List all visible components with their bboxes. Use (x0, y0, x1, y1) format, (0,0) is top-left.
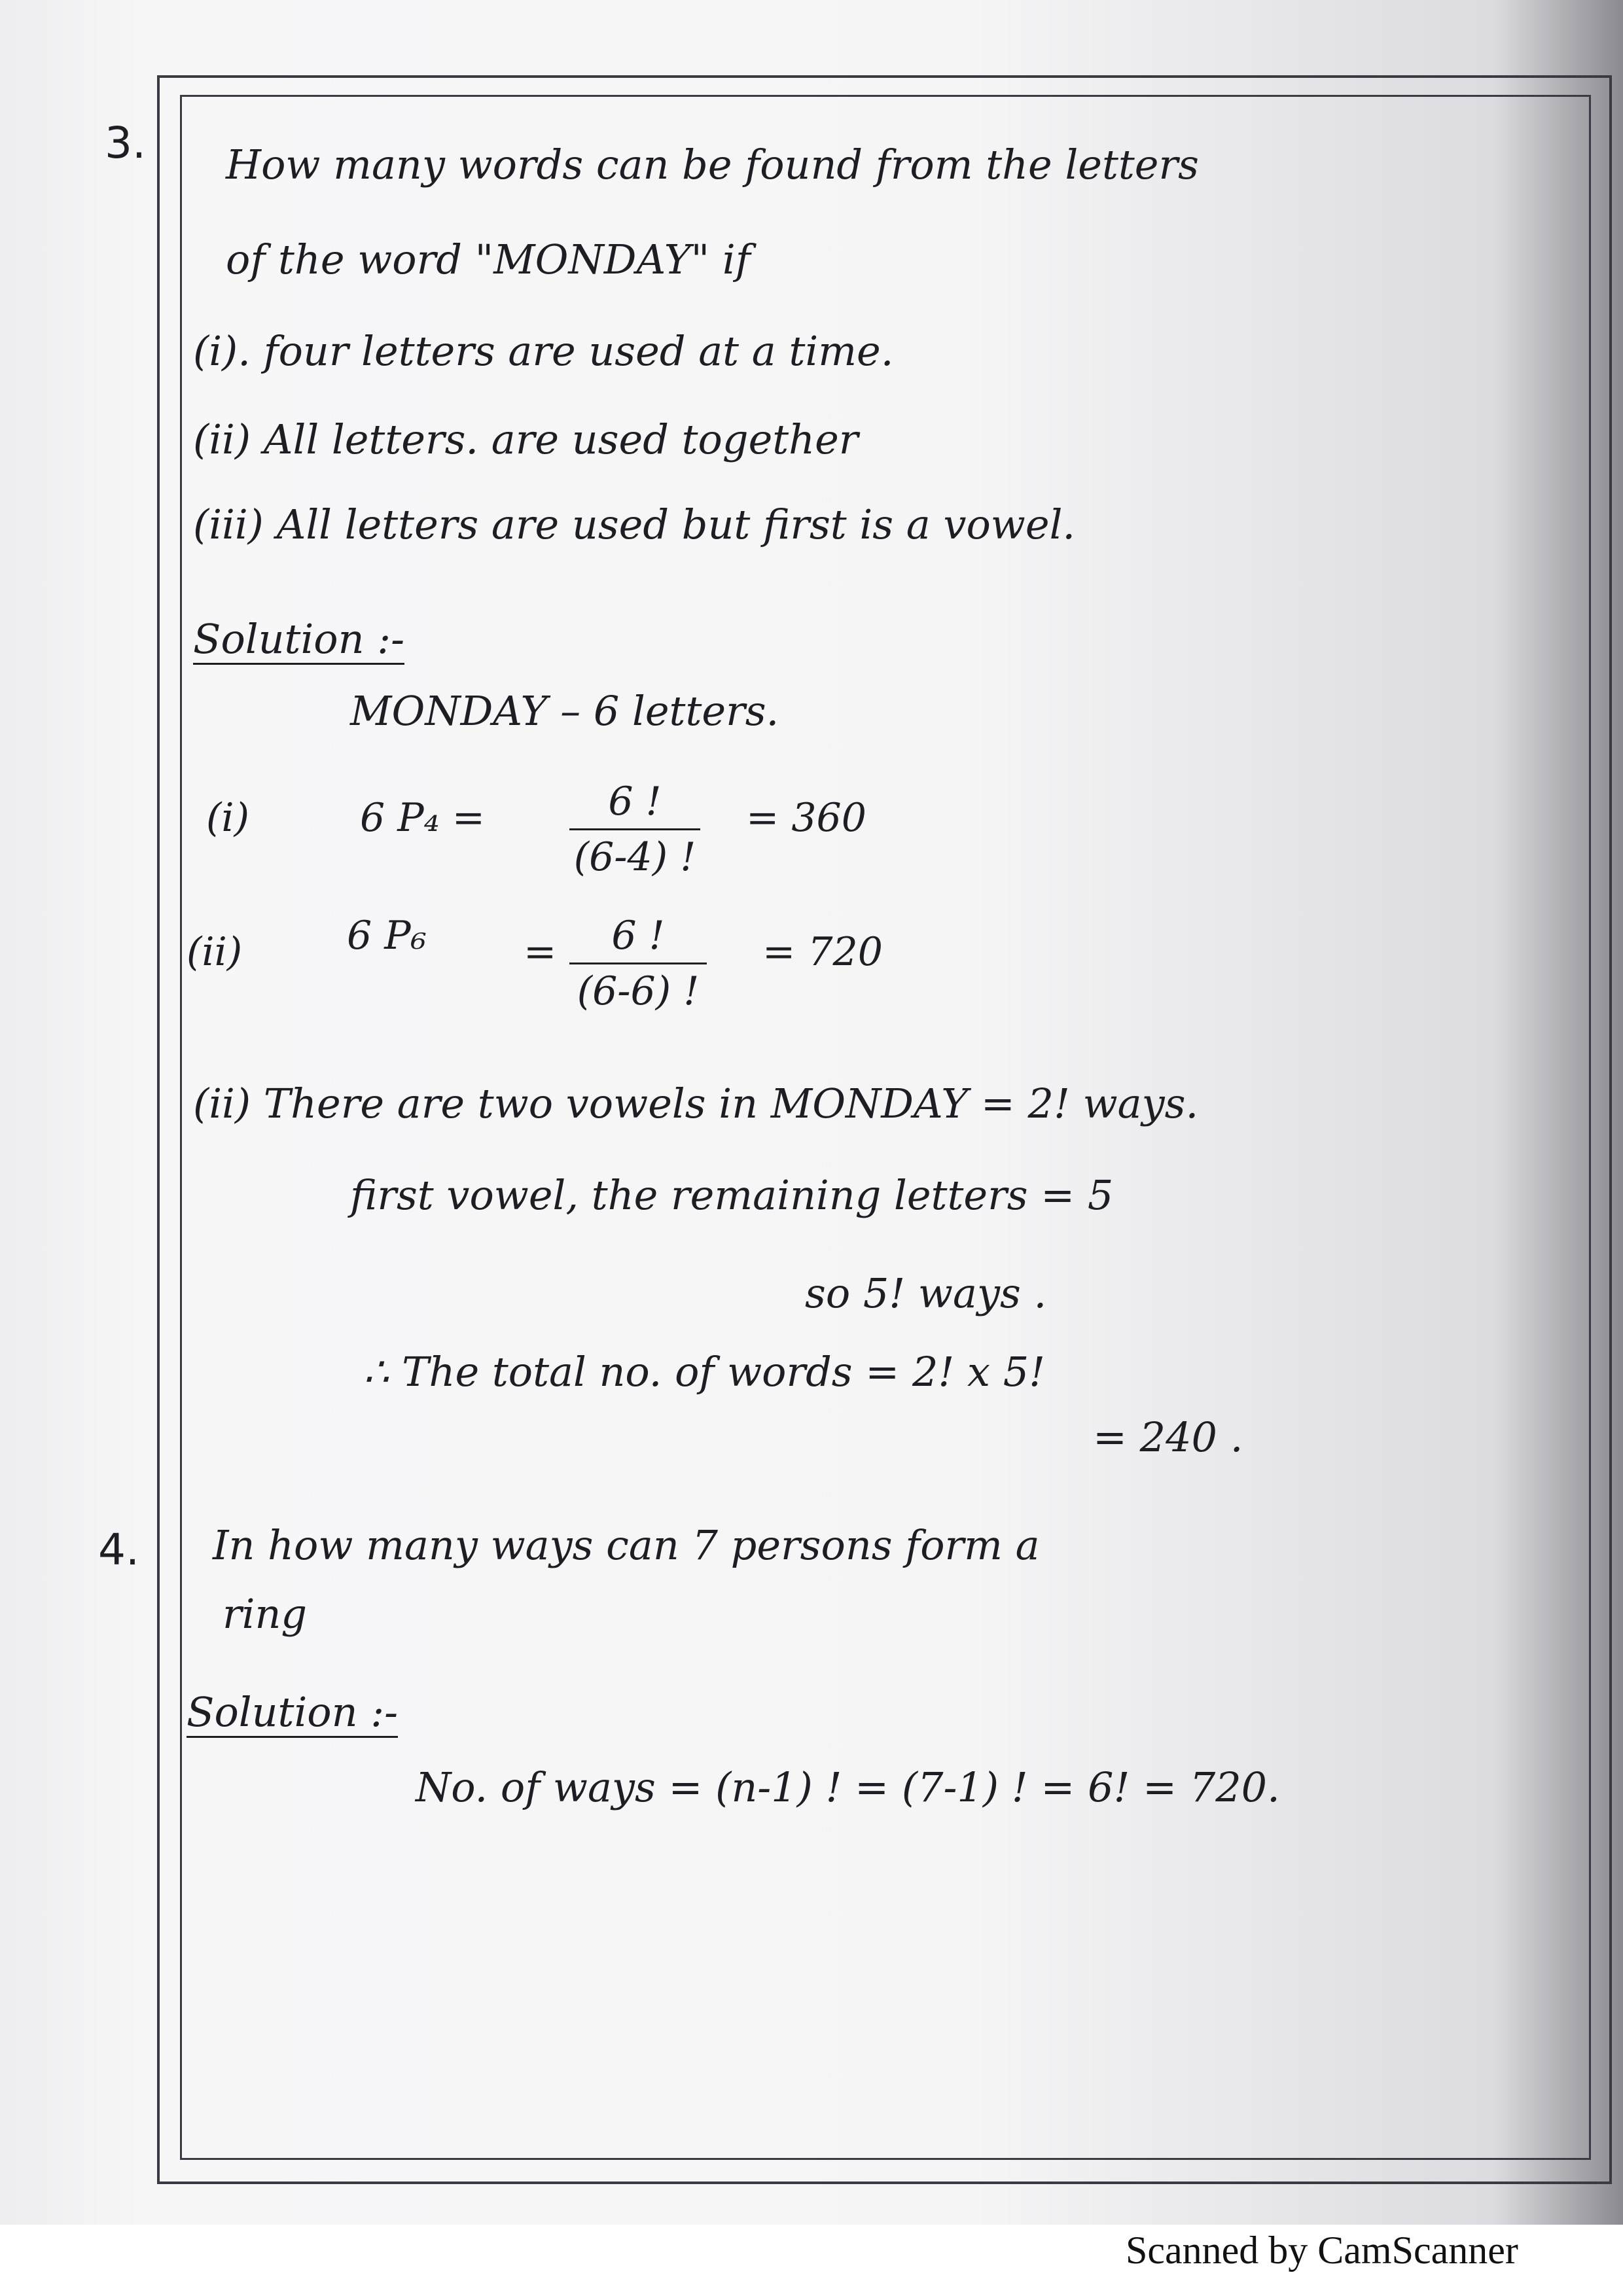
solution-3-label: Solution :- (193, 615, 404, 663)
answer-iii-line-2: first vowel, the remaining letters = 5 (350, 1171, 1114, 1219)
question-3-line-2: of the word "MONDAY" if (226, 236, 751, 283)
answer-i-result: = 360 (746, 795, 866, 841)
answer-ii-numerator: 6 ! (611, 913, 665, 959)
question-3-part-iii: (iii) All letters are used but first is a vowel. (193, 501, 1076, 548)
answer-i-fraction (569, 779, 700, 880)
answer-iii-line-3: so 5! ways . (805, 1269, 1047, 1317)
answer-iii-line-5: = 240 . (1093, 1413, 1243, 1461)
question-3-part-i: (i). four letters are used at a time. (193, 327, 894, 375)
answer-ii-result: = 720 (762, 929, 883, 975)
solution-4-label: Solution :- (187, 1688, 398, 1736)
fraction-bar (569, 828, 700, 830)
question-4-number: 4. (98, 1525, 139, 1575)
answer-iii-line-4: ∴ The total no. of words = 2! x 5! (363, 1348, 1046, 1396)
answer-ii-label: (ii) (187, 929, 243, 975)
answer-iii-line-1: (ii) There are two vowels in MONDAY = 2! ways. (193, 1080, 1199, 1127)
given-letters: MONDAY – 6 letters. (350, 687, 779, 735)
answer-i-denominator: (6-4) ! (573, 834, 696, 880)
answer-ii-equals: = (524, 929, 557, 975)
fraction-bar (569, 963, 707, 964)
answer-ii-fraction (569, 913, 707, 1014)
answer-ii-denominator: (6-6) ! (577, 968, 700, 1014)
question-4-line-2: ring (223, 1590, 308, 1638)
answer-i-label: (i) (206, 795, 250, 841)
question-3-number: 3. (105, 118, 146, 168)
answer-ii-lhs: 6 P₆ (347, 913, 427, 959)
question-4-line-1: In how many ways can 7 persons form a (213, 1521, 1040, 1569)
answer-i-lhs: 6 P₄ = (360, 795, 486, 841)
question-3-part-ii: (ii) All letters. are used together (193, 415, 859, 463)
question-3-line-1: How many words can be found from the letters (226, 141, 1199, 188)
scanner-watermark: Scanned by CamScanner (1126, 2229, 1518, 2272)
page-border-inner (180, 95, 1591, 2160)
answer-i-numerator: 6 ! (608, 779, 662, 824)
question-4-answer: No. of ways = (n-1) ! = (7-1) ! = 6! = 720. (416, 1763, 1280, 1811)
